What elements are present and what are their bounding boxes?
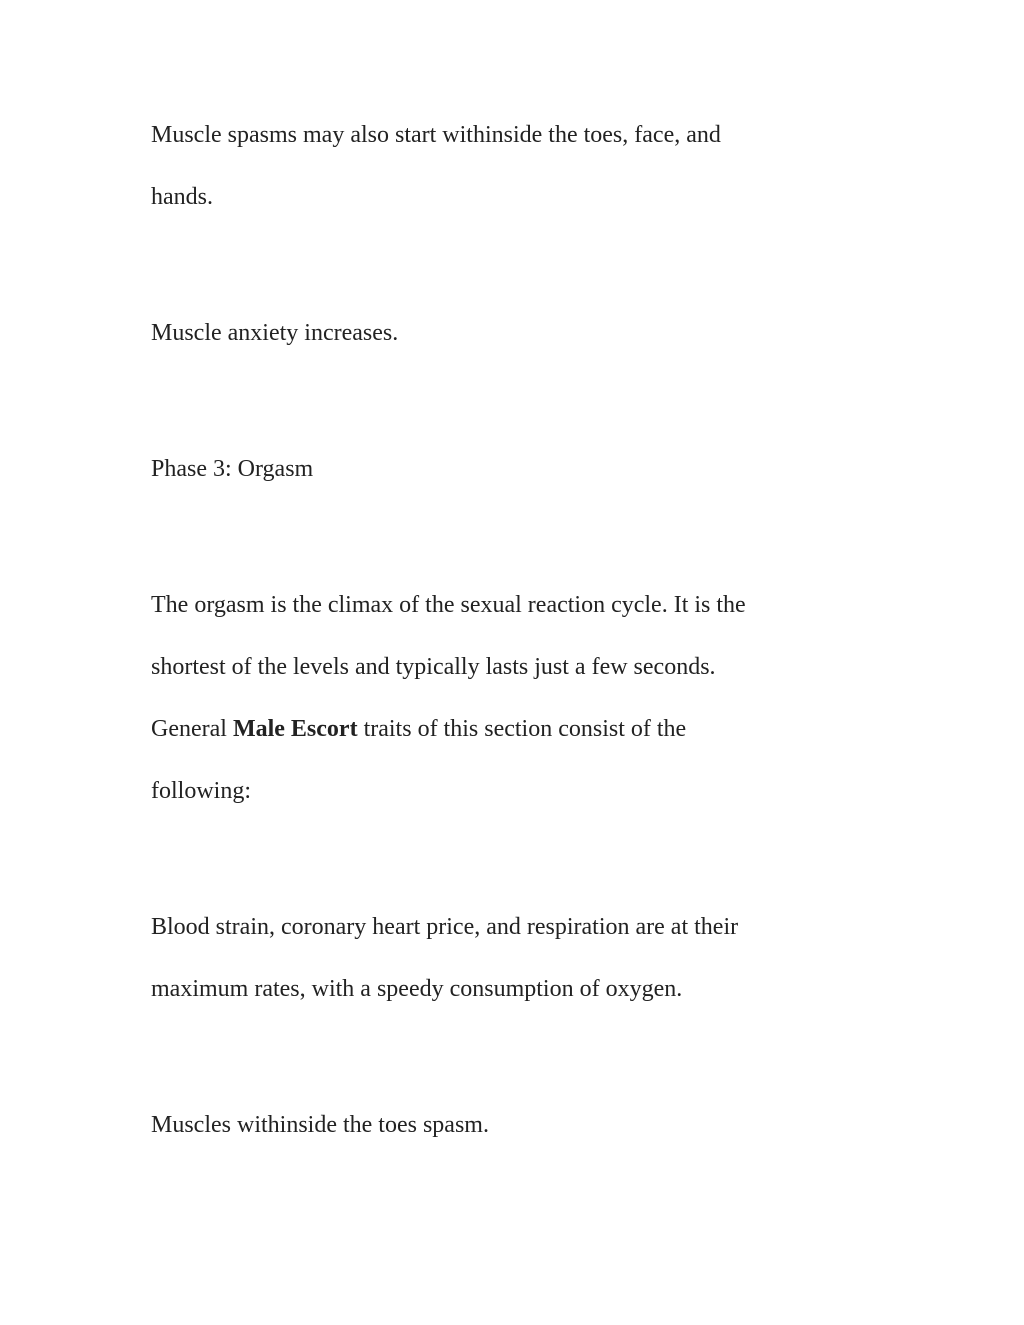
paragraph-3-line-1: The orgasm is the climax of the sexual reaction cycle. It is the: [151, 592, 746, 618]
paragraph-2-line-1: Muscle anxiety increases.: [151, 320, 399, 346]
paragraph-5-line-1: Muscles withinside the toes spasm.: [151, 1112, 489, 1138]
section-heading-phase-3: Phase 3: Orgasm: [151, 456, 314, 482]
paragraph-3-line-3-before: General: [151, 716, 233, 742]
paragraph-3-line-3: [151, 714, 686, 744]
paragraph-1-line-2: hands.: [151, 184, 213, 210]
male-escort-bold-text: Male Escort: [232, 716, 358, 742]
paragraph-3-line-2: shortest of the levels and typically lasts just a few seconds.: [151, 654, 716, 680]
paragraph-1-line-1: Muscle spasms may also start withinside the toes, face, and: [151, 122, 721, 148]
paragraph-3-line-4: following:: [151, 778, 251, 804]
paragraph-4-line-2: maximum rates, with a speedy consumption of oxygen.: [151, 976, 683, 1002]
paragraph-3-line-3-after: traits of this section consist of the: [357, 716, 687, 742]
paragraph-4-line-1: Blood strain, coronary heart price, and respiration are at their: [151, 914, 739, 940]
